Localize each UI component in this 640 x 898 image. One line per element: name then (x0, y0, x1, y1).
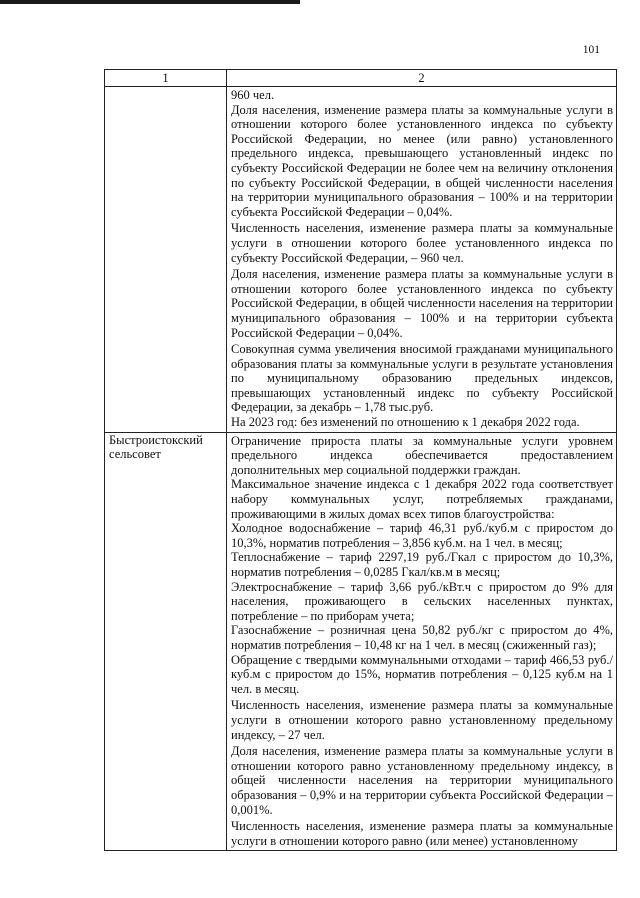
paragraph: Ограничение прироста платы за коммунальные услуги уровнем предельного индекса обеспечивается предоставлением дополнительных мер социальной поддержки граждан. Максимальное значение индекса с 1 декабря 2022 года соответствует набору коммунальных услуг, потребляемых гражданами, проживающими в жилых домах всех типов благоустройства: Холодное водоснабжение – тариф 46,31 руб./куб.м с приростом до 10,3%, норматив потребления – 3,856 куб.м. на 1 чел. в месяц; Теплоснабжение – тариф 2297,19 руб./Гкал с приростом до 10,3%, норматив потребления – 0,0285 Гкал/кв.м в месяц; Электроснабжение – тариф 3,66 руб./кВт.ч с приростом до 9% для населения, проживающего в сельских населенных пунктах, потребление – по приборам учета; Газоснабжение – розничная цена 50,82 руб./кг с приростом до 4%, норматив потребления – 10,48 кг на 1 чел. в месяц (сжиженный газ); Обращение с твердыми коммунальными отходами – тариф 466,53 руб./куб.м с приростом до 15%, норматив потребления – 0,125 куб.м на 1 чел. в месяц. (231, 433, 613, 696)
municipal-table (104, 69, 617, 851)
page-number: 101 (582, 44, 600, 56)
row-description (227, 432, 617, 851)
table-row (105, 87, 617, 433)
column-header-1: 1 (105, 70, 227, 87)
paragraph: Совокупная сумма увеличения вносимой гражданами муниципального образования платы за коммунальные услуги в результате установления по муниципальному образованию предельных индексов, превышающих установленный индекс по субъекту Российской Федерации, за декабрь – 1,78 тыс.руб. На 2023 год: без изменений по отношению к 1 декабря 2022 года. (231, 342, 613, 430)
scan-edge-mark (0, 0, 300, 4)
row-description (227, 87, 617, 433)
municipality-name: Быстроистокский сельсовет (105, 432, 227, 851)
table-row (105, 432, 617, 851)
municipality-name (105, 87, 227, 433)
paragraph: Доля населения, изменение размера платы за коммунальные услуги в отношении которого более установленного индекса по субъекту Российской Федерации, в общей численности населения на территории муниципального образования – 100% и на территории субъекта Российской Федерации – 0,04%. (231, 267, 613, 340)
paragraph: Численность населения, изменение размера платы за коммунальные услуги в отношении которого равно (или менее) установленному (231, 819, 613, 848)
paragraph: Численность населения, изменение размера платы за коммунальные услуги в отношении которого равно установленному предельному индексу, – 27 чел. (231, 698, 613, 742)
column-header-2: 2 (227, 70, 617, 87)
paragraph: Численность населения, изменение размера платы за коммунальные услуги в отношении которого более установленного индекса по субъекту Российской Федерации, – 960 чел. (231, 221, 613, 265)
table-header-row (105, 70, 617, 87)
paragraph: Доля населения, изменение размера платы за коммунальные услуги в отношении которого равно установленному предельному индексу, в общей численности населения на территории муниципального образования – 0,9% и на территории субъекта Российской Федерации – 0,001%. (231, 744, 613, 817)
paragraph: 960 чел. Доля населения, изменение размера платы за коммунальные услуги в отношении которого более установленного индекса по субъекту Российской Федерации, но менее (или равно) установленного предельного индекса, превышающего установленный индекс по субъекту Российской Федерации не более чем на величину отклонения по субъекту Российской Федерации, в общей численности населения на территории муниципального образования – 100% и на территории субъекта Российской Федерации – 0,04%. (231, 88, 613, 219)
